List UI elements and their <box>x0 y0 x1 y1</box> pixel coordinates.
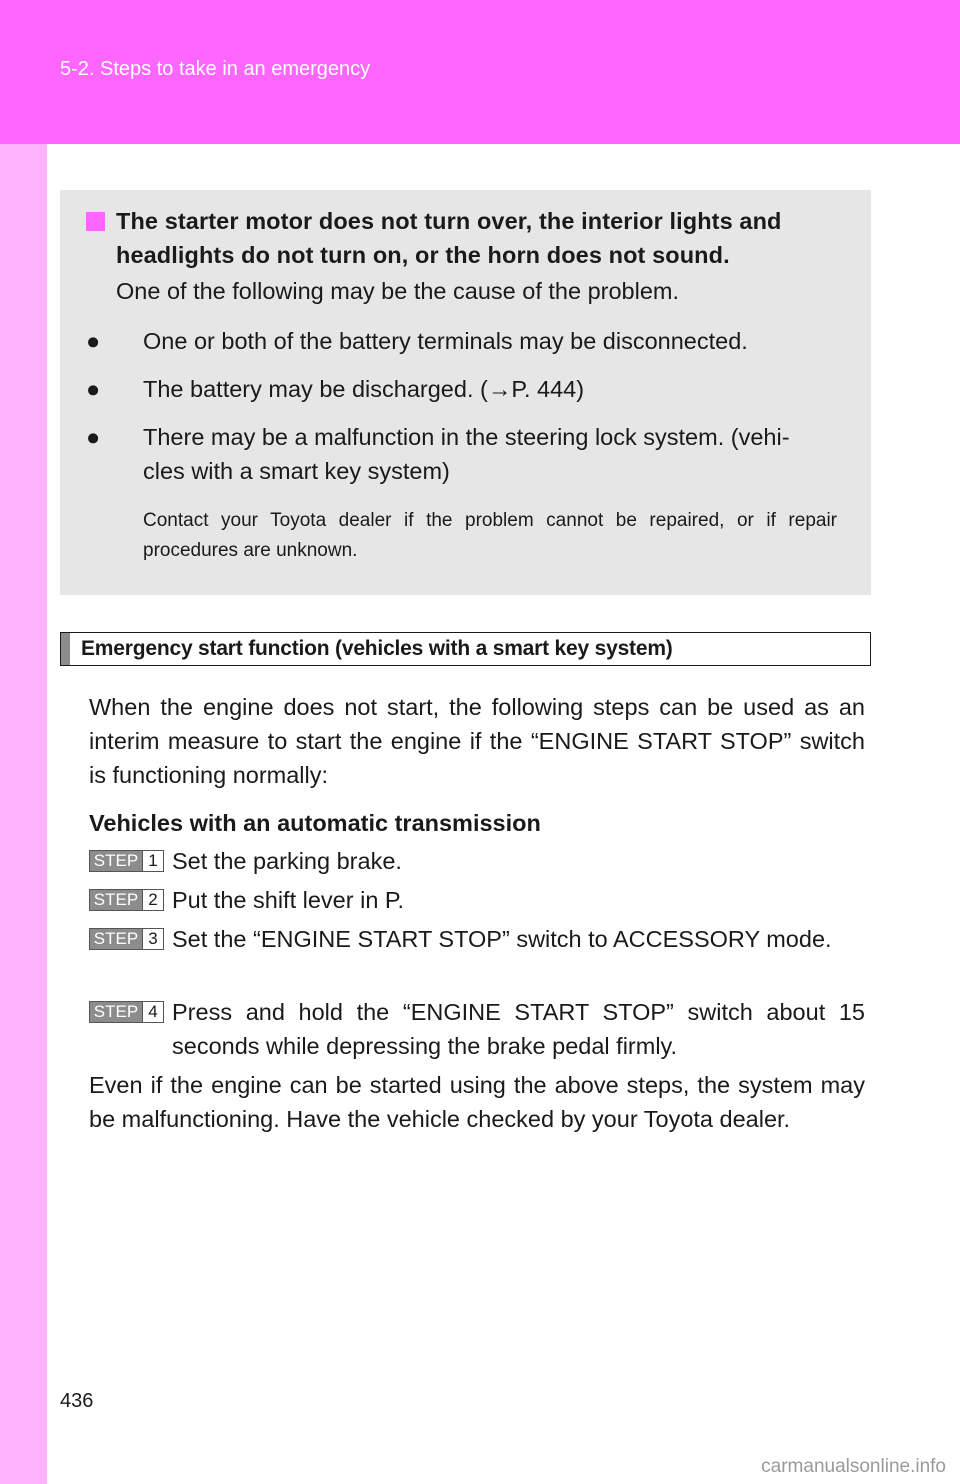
page-number: 436 <box>60 1390 94 1412</box>
info-box <box>60 190 871 595</box>
intro-paragraph: When the engine does not start, the following steps can be used as an interim measure to start the engine if the “ENGINE START STOP” switch is functioning normally: <box>89 694 865 788</box>
section-heading-bar <box>60 632 871 666</box>
square-bullet-icon <box>86 212 105 231</box>
section-heading: Emergency start function (vehicles with a smart key system) <box>81 637 673 660</box>
info-box-intro: One of the following may be the cause of the problem. <box>116 278 680 304</box>
list-item <box>86 324 846 358</box>
bullet-dot-icon: ● <box>86 376 101 402</box>
list-item-text: One or both of the battery terminals may be disconnected. <box>143 328 748 354</box>
step-item <box>89 922 865 956</box>
info-box-heading: The starter motor does not turn over, the interior lights and headlights do not turn on, or the horn does not sound. <box>116 208 782 268</box>
step-text: Press and hold the “ENGINE START STOP” switch about 15 seconds while depressing the brake pedal firmly. <box>172 999 865 1059</box>
list-item-text: The battery may be discharged. (→P. 444) <box>143 376 585 402</box>
step-item <box>89 844 865 878</box>
step-badge: STEP 1 <box>89 850 164 872</box>
subheading: Vehicles with an automatic transmission <box>89 810 541 836</box>
step-badge: STEP 3 <box>89 928 164 950</box>
closing-paragraph: Even if the engine can be started using the above steps, the system may be malfunctioning. Have the vehicle checked by your Toyota dealer. <box>89 1072 865 1132</box>
step-item <box>89 883 865 917</box>
step-badge: STEP 2 <box>89 889 164 911</box>
info-box-note: Contact your Toyota dealer if the problem cannot be repaired, or if repair procedures are unknown. <box>143 510 837 561</box>
bullet-dot-icon: ● <box>86 328 101 354</box>
list-item <box>86 420 846 488</box>
heading-accent <box>61 633 70 665</box>
section-title: 5-2. Steps to take in an emergency <box>60 58 371 80</box>
list-item <box>86 372 846 406</box>
step-text: Put the shift lever in P. <box>172 887 405 913</box>
list-item-text: There may be a malfunction in the steering lock system. (vehi-cles with a smart key system) <box>143 424 790 484</box>
bullet-dot-icon: ● <box>86 424 101 450</box>
watermark: carmanualsonline.info <box>761 1456 946 1477</box>
step-text: Set the “ENGINE START STOP” switch to ACCESSORY mode. <box>172 926 832 952</box>
step-badge: STEP 4 <box>89 1001 164 1023</box>
side-band <box>0 144 47 1484</box>
step-text: Set the parking brake. <box>172 848 402 874</box>
step-item <box>89 995 865 1063</box>
